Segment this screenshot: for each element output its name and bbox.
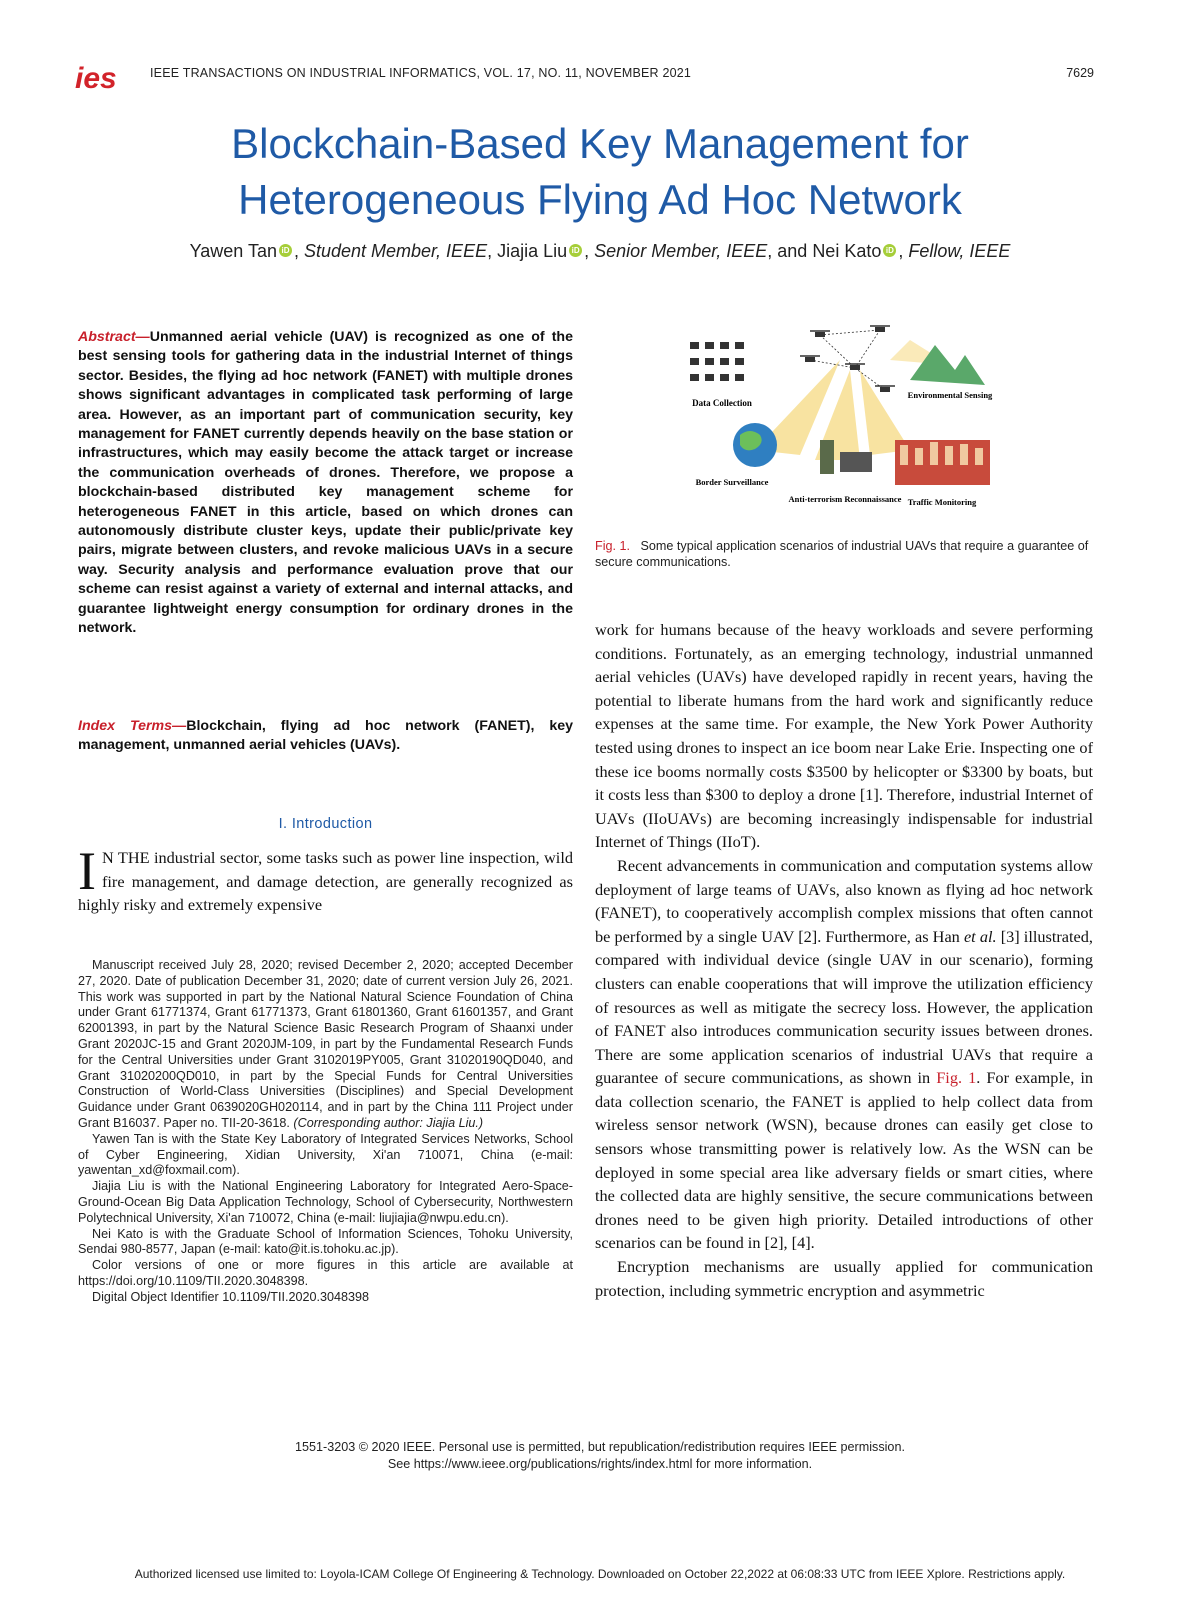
author-1-name: Yawen Tan: [189, 241, 277, 261]
footnote-author-3: Nei Kato is with the Graduate School of Information Sciences, Tohoku University, Sendai 980-8577, Japan (e-mail: kato@it.is.tohoku.ac.jp).: [78, 1226, 573, 1257]
drone-icon: [875, 386, 895, 392]
figure-caption-label: Fig. 1.: [595, 539, 630, 553]
abstract-text: Unmanned aerial vehicle (UAV) is recognized as one of the best sensing tools for gathering data in the industrial Internet of things sector. Besides, the flying ad hoc network (FANET) with multiple drones shows significant advantages in complicated task performing of large area. However, as an important part of communication security, key management for FANET currently depends heavily on the base station or infrastructures, which may easily become the attack target or increase the communication overheads of drones. Therefore, we propose a blockchain-based distributed key management scheme for heterogeneous FANET in this article, based on which drones can autonomously distribute cluster keys, update their public/private key pairs, migrate between clusters, and revoke malicious UAVs in a secure way. Security analysis and performance evaluation prove that our scheme can resist against a variety of external and internal attacks, and guarantee lightweight energy consumption for ordinary drones in the network.: [78, 329, 573, 637]
title-line-1: Blockchain-Based Key Management for: [231, 120, 969, 167]
abstract: [78, 328, 573, 639]
footnotes: [78, 958, 573, 1306]
abstract-lead: Abstract—: [78, 329, 150, 345]
orcid-icon[interactable]: iD: [883, 244, 896, 257]
label-traffic-monitoring: Traffic Monitoring: [907, 497, 977, 507]
footnote-color-versions: Color versions of one or more figures in this article are available at https://doi.org/10.1109/TII.2020.3048398.: [78, 1258, 573, 1288]
figure-caption: [595, 538, 1093, 570]
author-1-role: Student Member, IEEE: [303, 241, 488, 261]
copyright-line-1: 1551-3203 © 2020 IEEE. Personal use is permitted, but republication/redistribution requires IEEE permission.: [295, 1440, 905, 1454]
footnote-author-2: Jiajia Liu is with the National Engineering Laboratory for Integrated Aero-Space-Ground-Ocean Big Data Application Technology, School of Cybersecurity, Northwestern Polytechnical University, Xi'an 710072, China (e-mail: liujiajia@nwpu.edu.cn).: [78, 1179, 573, 1225]
authorized-use-notice: Authorized licensed use limited to: Loyola-ICAM College Of Engineering & Technology. Downloaded on October 22,2022 at 06:08:33 UTC from IEEE Xplore. Restrictions apply.: [134, 1567, 1066, 1581]
body-paragraph-2-part-b: [3] illustrated, compared with individual device (single UAV in our scenario), forming clusters can enable cooperations that will improve the utilization efficiency of resources as well as mitigate the secrecy loss. However, the application of FANET also introduces communication security issues between drones. There are some application scenarios of industrial UAVs that require a guarantee of secure communications, as shown in: [595, 926, 1093, 1088]
index-terms: [78, 717, 573, 756]
sensor-grid: [690, 342, 744, 381]
author-list: Yawen Tan iD , Student Member, IEEE, Jiajia Liu iD , Senior Member, IEEE, and Nei Kato iD , Fellow, IEEE: [189, 241, 1011, 261]
body-paragraph-2-part-a: Recent advancements in communication and computation systems allow deployment of large teams of UAVs, also known as flying ad hoc network (FANET), to cooperatively accomplish complex missions that often cannot be performed by a single UAV [2]. Furthermore, as Han: [595, 855, 1093, 946]
author-3-role: Fellow, IEEE: [908, 241, 1011, 261]
footnote-manuscript: [78, 958, 573, 1132]
body-paragraph-1: work for humans because of the heavy workloads and severe performing conditions. Fortunately, as an emerging technology, industrial unmanned aerial vehicles (UAVs) have developed rapidly in recent years, having the potential to liberate humans from the hard work and significantly reduce expenses at the same time. For example, the New York Power Authority tested using drones to inspect an ice boom near Lake Erie. Inspecting one of these ice booms normally costs $3500 by helicopter or $3300 by boats, but it costs less than $300 to deploy a drone [1]. Therefore, industrial Internet of UAVs (IIoUAVs) are becoming increasingly indispensable for industrial Internet of Things (IIoT).: [595, 620, 1093, 852]
body-paragraph-2-part-c: . For example, in data collection scenario, the FANET is applied to help collect data from wireless sensor network (WSN), because drones can easily get close to sensors whose transmitting power is relatively low. As the WSN can be deployed in some special area like adversary fields or smart cities, where the collected data are highly sensitive, the secure communications between drones need to be given high priority. Detailed introductions of other scenarios can be found in [2], [4].: [595, 1068, 1093, 1253]
et-al: et al.: [963, 926, 997, 946]
copyright-notice: [100, 1439, 1100, 1473]
author-3-name: Nei Kato: [812, 241, 882, 261]
figure-caption-text: Some typical application scenarios of industrial UAVs that require a guarantee of secure communications.: [595, 539, 1089, 569]
author-2-name: Jiajia Liu: [497, 241, 568, 261]
author-and: and: [777, 241, 808, 261]
soldier-shape: [820, 440, 834, 474]
label-border-surveillance: Border Surveillance: [695, 477, 769, 487]
body-paragraph-3: Encryption mechanisms are usually applied for communication protection, including symmetric encryption and asymmetric: [595, 1257, 1093, 1300]
intro-text: N THE industrial sector, some tasks such as power line inspection, wild fire management, and damage detection, are generally recognized as highly risky and extremely expensive: [78, 848, 573, 915]
footnote-manuscript-text: Manuscript received July 28, 2020; revised December 2, 2020; accepted December 27, 2020. Date of publication December 31, 2020; date of current version July 26, 2021. This work was supported in part by the National Natural Science Foundation of China under Grant 61771374, Grant 61771373, Grant 61801360, Grant 61601357, and Grant 62001393, in part by the Natural Science Basic Research Program of Shaanxi under Grant 2020JC-15 and Grant 2020JM-109, in part by the Fundamental Research Funds for the Central Universities under Grant 3102019PY005, Grant 31020190QD040, and Grant 31020200QD010, in part by the Special Funds for Central Universities Construction of World-Class Universities (Disciplines) and Special Development Guidance under Grant 0639020GH020114, and in part by the China 111 Project under Grant B16037. Paper no. TII-20-3618.: [78, 958, 573, 1130]
label-anti-terrorism: Anti-terrorism Reconnaissance: [788, 494, 902, 504]
intro-paragraph: [78, 841, 573, 917]
footnote-author-1: Yawen Tan is with the State Key Laboratory of Integrated Services Networks, School of Cyber Engineering, Xidian University, Xi'an 710071, China (e-mail: yawentan_xd@foxmail.com).: [78, 1131, 573, 1178]
logo-text: ies: [75, 62, 117, 94]
drop-cap: I: [78, 841, 96, 901]
drone-icon: [810, 331, 830, 337]
section-heading-text: I. Introduction: [278, 816, 373, 832]
ies-logo: [75, 62, 135, 94]
author-2-role: Senior Member, IEEE: [594, 241, 768, 261]
drone-icon: [800, 356, 820, 362]
paper-title: [60, 116, 1140, 228]
title-line-2: Heterogeneous Flying Ad Hoc Network: [238, 176, 962, 223]
label-environmental-sensing: Environmental Sensing: [907, 390, 993, 400]
vehicle-shape: [840, 452, 872, 472]
section-heading: [78, 816, 573, 832]
index-terms-text: Blockchain, flying ad hoc network (FANET), key management, unmanned aerial vehicles (UAVs).: [78, 718, 573, 754]
journal-header: IEEE TRANSACTIONS ON INDUSTRIAL INFORMATICS, VOL. 17, NO. 11, NOVEMBER 2021: [150, 66, 692, 80]
index-terms-lead: Index Terms—: [78, 718, 187, 734]
drone-icon: [870, 326, 890, 332]
body-paragraph-2: [595, 854, 1093, 1255]
corresponding-author: (Corresponding author: Jiajia Liu.): [293, 1115, 484, 1130]
orcid-icon[interactable]: iD: [279, 244, 292, 257]
figure-1-illustration: [660, 320, 1010, 520]
copyright-line-2: See https://www.ieee.org/publications/rights/index.html for more information.: [387, 1457, 813, 1471]
drone-icon: [845, 364, 865, 370]
right-column-body: [595, 618, 1093, 1302]
footnote-doi: Digital Object Identifier 10.1109/TII.2020.3048398: [92, 1289, 370, 1304]
label-data-collection: Data Collection: [692, 398, 752, 408]
page-number: 7629: [1066, 66, 1094, 80]
figure-1-link[interactable]: Fig. 1: [936, 1068, 977, 1088]
orcid-icon[interactable]: iD: [569, 244, 582, 257]
